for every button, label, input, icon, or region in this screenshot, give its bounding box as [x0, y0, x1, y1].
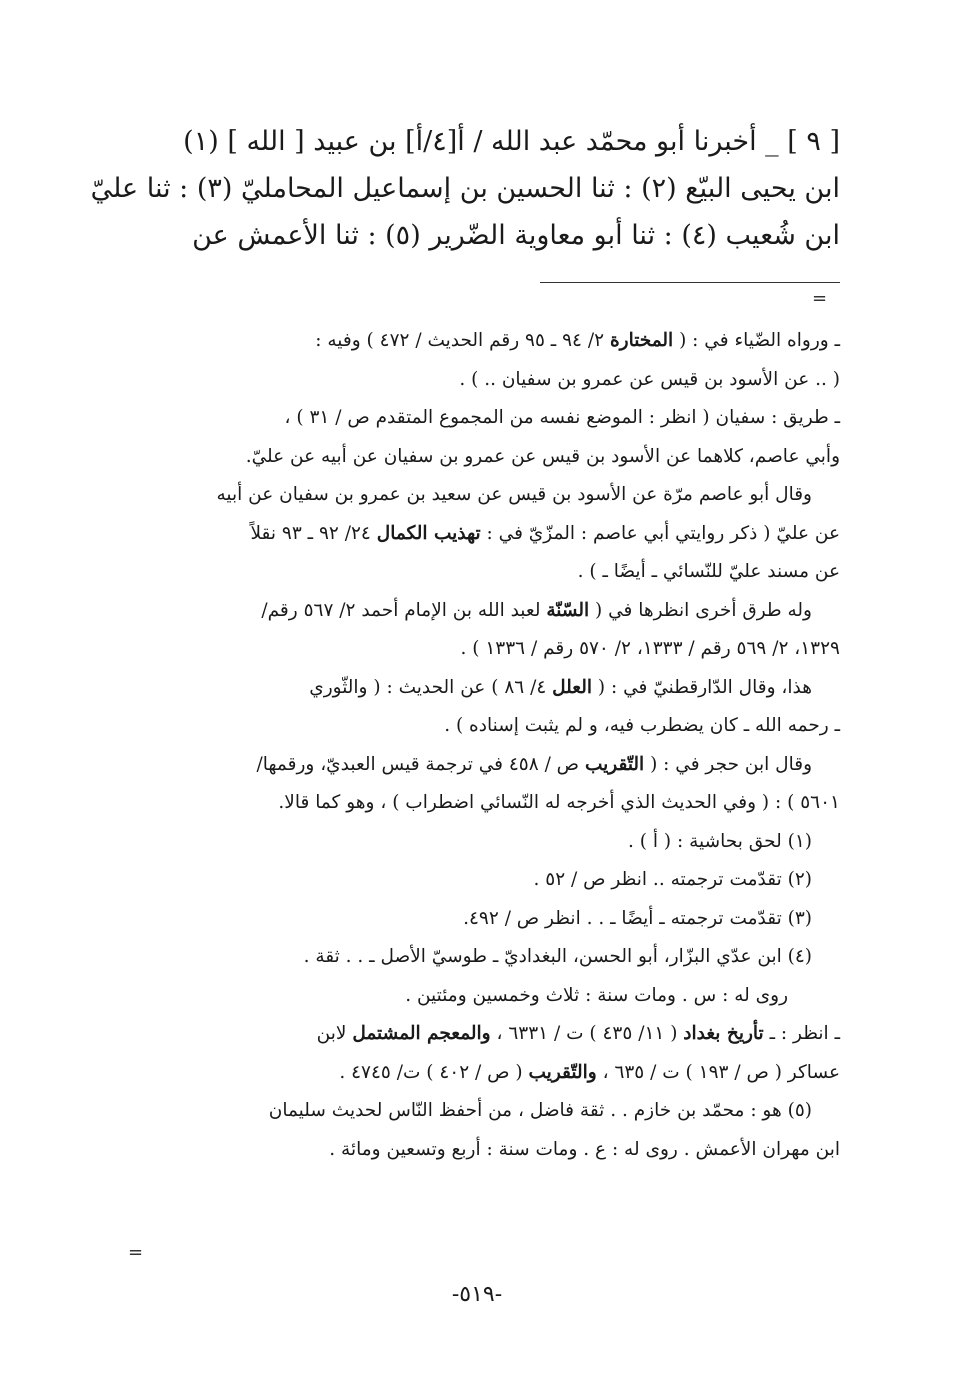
footnote-line: ـ ورواه الضّياء في : ( المختارة ٢/ ٩٤ ـ ٩٥ رقم الحديث / ٤٧٢ ) وفيه :: [315, 330, 840, 351]
page-number: -٥١٩-: [451, 1282, 503, 1307]
footnote-entry: (٣) تقدّمت ترجمته ـ أيضًا ـ . . انظر ص / ٤٩٢.: [463, 907, 812, 929]
continuation-mark: =: [812, 288, 828, 309]
book-title: التّقريب: [584, 753, 645, 775]
book-title: والمعجم المشتمل: [352, 1023, 491, 1044]
footnote-line: ١٣٢٩، ٢/ ٥٦٩ رقم / ١٣٣٣، ٢/ ٥٧٠ رقم / ١٣٣٦ ) .: [460, 638, 840, 659]
book-title: السّنّة: [546, 599, 590, 621]
book-title: المختارة: [609, 330, 674, 351]
footnote-line: ٥٦٠١ ) : ( وفي الحديث الذي أخرجه له النّسائي اضطراب ) ، وهو كما قالا.: [278, 792, 840, 813]
footnote-line: عن عليّ ( ذكر روايتي أبي عاصم : المزّيّ في : تهذيب الكمال ٢٤/ ٩٢ ـ ٩٣ نقلاً: [250, 522, 840, 544]
continuation-mark-bottom: =: [128, 1242, 144, 1263]
footnote-line: ابن مهران الأعمش . روى له : ع . ومات سنة : أربع وتسعين ومائة .: [329, 1138, 840, 1160]
book-title: والتّقريب: [528, 1061, 597, 1083]
footnote-line: ـ طريق : سفيان ( انظر : الموضع نفسه من المجموع المتقدم ص / ٣١ ) ،: [284, 407, 840, 428]
footnote-entry: (١) لحق بحاشية : ( أ ) .: [628, 830, 812, 852]
footnote-line: ـ انظر : ـ تأريخ بغداد ( ١١/ ٤٣٥ ) ت / ٦٣٣١ ، والمعجم المشتمل لابن: [316, 1023, 840, 1044]
main-text-line: ابن شُعيب (٤) : ثنا أبو معاوية الضّرير (٥) : ثنا الأعمش عن: [192, 220, 840, 251]
main-text-line: [ ٩ ] _ أخبرنا أبو محمّد عبد الله / أ[٤/أ] بن عبيد [ الله ] (١): [183, 126, 840, 157]
footnote-entry: (٥) هو : محمّد بن خازم . . ثقة فاضل ، من أحفظ النّاس لحديث سليمان: [268, 1100, 812, 1121]
footnote-line: وله طرق أخرى انظرها في ( السّنّة لعبد الله بن الإمام أحمد ٢/ ٥٦٧ رقم/: [261, 599, 812, 621]
footnote-line: وقال أبو عاصم مرّة عن الأسود بن قيس عن سعيد بن عمرو بن سفيان عن أبيه: [216, 484, 812, 505]
footnote-line: عساكر ( ص / ١٩٣ ) ت / ٦٣٥ ، والتّقريب ( ص / ٤٠٢ ) ت/ ٤٧٤٥ .: [339, 1061, 840, 1083]
footnote-entry: (٢) تقدّمت ترجمته .. انظر ص / ٥٢ .: [533, 869, 812, 890]
footnote-separator: [540, 282, 840, 283]
book-title: تأريخ بغداد: [683, 1023, 764, 1044]
footnote-line: وأبي عاصم، كلاهما عن الأسود بن قيس عن عمرو بن سفيان عن أبيه عن عليّ.: [245, 445, 840, 467]
footnote-line: هذا، وقال الدّارقطنيّ في : ( العلل ٤/ ٨٦ ) عن الحديث : ( والثّوري: [309, 676, 812, 698]
footnote-line: ـ رحمه الله ـ كان يضطرب فيه، و لم يثبت إسناده ) .: [444, 715, 840, 736]
footnote-line: عن مسند عليّ للنّسائي ـ أيضًا ـ ) .: [577, 561, 840, 582]
footnotes: [128, 322, 840, 1169]
main-text-line: ابن يحيى البيّع (٢) : ثنا الحسين بن إسماعيل المحامليّ (٣) : ثنا عليّ: [90, 173, 840, 204]
main-text: [90, 118, 840, 259]
footnote-line: وقال ابن حجر في : ( التّقريب ص / ٤٥٨ في ترجمة قيس العبديّ، ورقمها/: [256, 753, 812, 775]
book-title: العلل: [552, 676, 592, 698]
footnote-entry: (٤) ابن عدّي البزّار، أبو الحسن، البغداديّ ـ طوسيّ الأصل ـ . . ثقة .: [303, 946, 812, 967]
footnote-line: ( .. عن الأسود بن قيس عن عمرو بن سفيان .. ) .: [459, 368, 840, 390]
book-title: تهذيب الكمال: [376, 522, 481, 544]
footnote-line: روى له : س . ومات سنة : ثلاث وخمسين ومئتين .: [405, 984, 788, 1006]
